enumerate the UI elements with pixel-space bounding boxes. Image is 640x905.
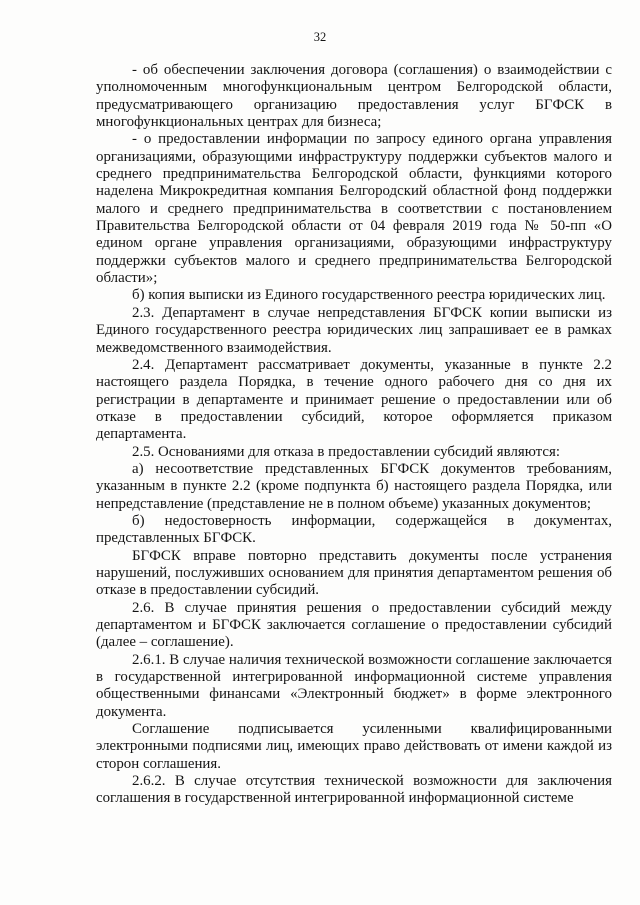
- page-number: 32: [313, 30, 327, 44]
- paragraph: 2.5. Основаниями для отказа в предоставлении субсидий являются:: [132, 443, 560, 460]
- paragraph: б) недостоверность информации, содержащейся в документах, представленных БГФСК.: [96, 512, 612, 547]
- paragraph: - о предоставлении информации по запросу единого органа управления организациями, образующими инфраструктуру поддержки субъектов малого и среднего предпринимательства Белгородской области, функциями которого наделена Микрокредитная компания Белгородский областной фонд поддержки малого и среднего предпринимательства в соответствии с постановлением Правительства Белгородской области от 04 февраля 2019 года № 50-пп «О едином органе управления организациями, образующими инфраструктуру поддержки субъектов малого и среднего предпринимательства Белгородской области»;: [96, 131, 612, 287]
- paragraph: 2.4. Департамент рассматривает документы, указанные в пункте 2.2 настоящего раздела Порядка, в течение одного рабочего дня со дня их регистрации в департаменте и принимает решение о предоставлении или об отказе в предоставлении субсидий, которое оформляется приказом департамента.: [96, 356, 612, 443]
- paragraph: 2.6.1. В случае наличия технической возможности соглашение заключается в государственной интегрированной информационной системе управления общественными финансами «Электронный бюджет» в форме электронного документа.: [96, 651, 612, 720]
- paragraph: а) несоответствие представленных БГФСК документов требованиям, указанным в пункте 2.2 (кроме подпункта б) настоящего раздела Порядка, или непредставление (представление не в полном объеме) указанных документов;: [96, 460, 612, 512]
- paragraph: б) копия выписки из Единого государственного реестра юридических лиц.: [132, 287, 606, 304]
- paragraph: - об обеспечении заключения договора (соглашения) о взаимодействии с уполномоченным многофункциональным центром Белгородской области, предусматривающего организацию предоставления услуг БГФСК в многофункциональных центрах для бизнеса;: [96, 62, 612, 131]
- document-body: [96, 62, 612, 808]
- paragraph: Соглашение подписывается усиленными квалифицированными электронными подписями лиц, имеющих право действовать от имени каждой из сторон соглашения.: [96, 721, 612, 772]
- paragraph: 2.6.2. В случае отсутствия технической возможности для заключения соглашения в государственной интегрированной информационной системе: [96, 773, 612, 807]
- paragraph: 2.6. В случае принятия решения о предоставлении субсидий между департаментом и БГФСК заключается соглашение о предоставлении субсидий (далее – соглашение).: [96, 599, 612, 651]
- paragraph: БГФСК вправе повторно представить документы после устранения нарушений, послуживших основанием для принятия департаментом решения об отказе в предоставлении субсидий.: [96, 547, 612, 599]
- paragraph: 2.3. Департамент в случае непредставления БГФСК копии выписки из Единого государственного реестра юридических лиц запрашивает ее в рамках межведомственного взаимодействия.: [96, 304, 612, 356]
